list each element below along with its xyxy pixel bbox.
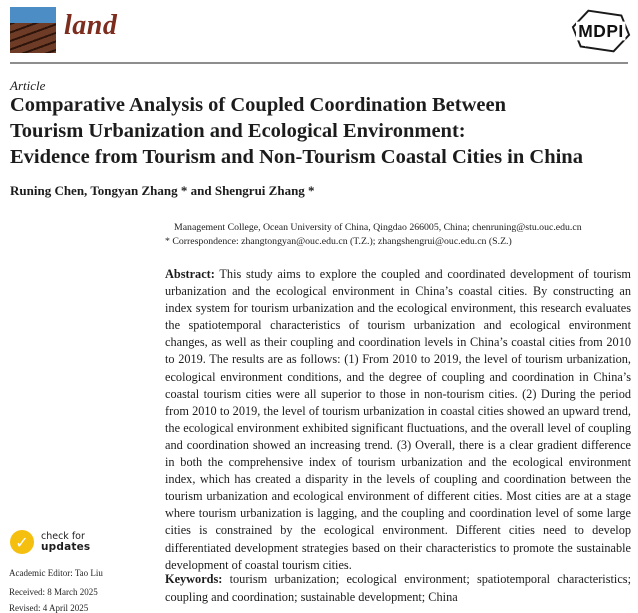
check-for-updates-badge[interactable] (10, 530, 90, 554)
mdpi-wordmark: MDPI (578, 20, 624, 41)
journal-name: land (64, 10, 118, 41)
land-journal-logo (10, 7, 56, 53)
revised-date-line: Revised: 4 April 2025 (9, 603, 89, 613)
abstract-text: This study aims to explore the coupled and coordinated development of tourism urbanization and the ecological environment in China’s coastal cities. By constructing an index system for tourism urbanization and the ecological environment, this research evaluates the spatiotemporal characteristics of tourism urbanization and ecological environment changes, as well as their coupling and coordination levels in China’s coastal cities from 2010 to 2019. The results are as follows: (1) From 2010 to 2019, the level of tourism urbanization, ecological environment conditions, and the degree of coupling and coordination in China’s coastal tourism cities were all superior to those in non-tourism cities. (2) During the period from 2010 to 2019, the level of tourism urbanization in coastal cities showed an upward trend, the ecological environment exhibited significant fluctuations, and the overall level of coupling and coordination showed an increasing trend. (3) Overall, there is a clear gradient difference in both the comprehensive index of tourism urbanization and the ecological environment index, which has created a disparity in the levels of coupling and coordination between the tourism urbanization and ecological environment of different cities. Most cities are at a stage where tourism urbanization is lagging, and the coupling and coordination level of some large cities is constrained by the ecological environment. Different cities need to develop differentiated development strategies based on their characteristics to promote the sustainable development of coastal tourism cities. (165, 267, 631, 572)
affiliation-line: Management College, Ocean University of China, Qingdao 266005, China; chenruning@stu.ouc.edu.cn (174, 222, 582, 233)
correspondence-line: * Correspondence: zhangtongyan@ouc.edu.cn (T.Z.); zhangshengrui@ouc.edu.cn (S.Z.) (165, 235, 512, 247)
paper-title (10, 92, 634, 170)
academic-editor-line: Academic Editor: Tao Liu (9, 568, 103, 578)
keywords-text: tourism urbanization; ecological environment; spatiotemporal characteristics; coupling and coordination; sustainable development; China (165, 572, 631, 604)
received-date-line: Received: 8 March 2025 (9, 587, 98, 597)
abstract-paragraph (165, 266, 631, 574)
check-for-text: check for (41, 531, 85, 542)
mdpi-logo (570, 8, 632, 54)
header-divider (10, 62, 628, 64)
updates-text: updates (41, 541, 91, 553)
abstract-label: Abstract: (165, 267, 215, 281)
affiliation-block (165, 221, 635, 248)
title-line: Comparative Analysis of Coupled Coordination Between (10, 94, 507, 116)
article-type-label: Article (10, 78, 46, 93)
title-line: Evidence from Tourism and Non-Tourism Coastal Cities in China (10, 146, 583, 168)
check-for-updates-label (41, 531, 90, 553)
title-line: Tourism Urbanization and Ecological Environment: (10, 120, 466, 142)
crossmark-check-icon: ✓ (10, 530, 34, 554)
keywords-paragraph (165, 571, 631, 606)
logo-plowed-field-icon (10, 23, 56, 53)
keywords-label: Keywords: (165, 572, 223, 586)
author-list: Runing Chen, Tongyan Zhang * and Shengrui Zhang * (10, 183, 315, 198)
logo-sky-band (10, 7, 56, 23)
